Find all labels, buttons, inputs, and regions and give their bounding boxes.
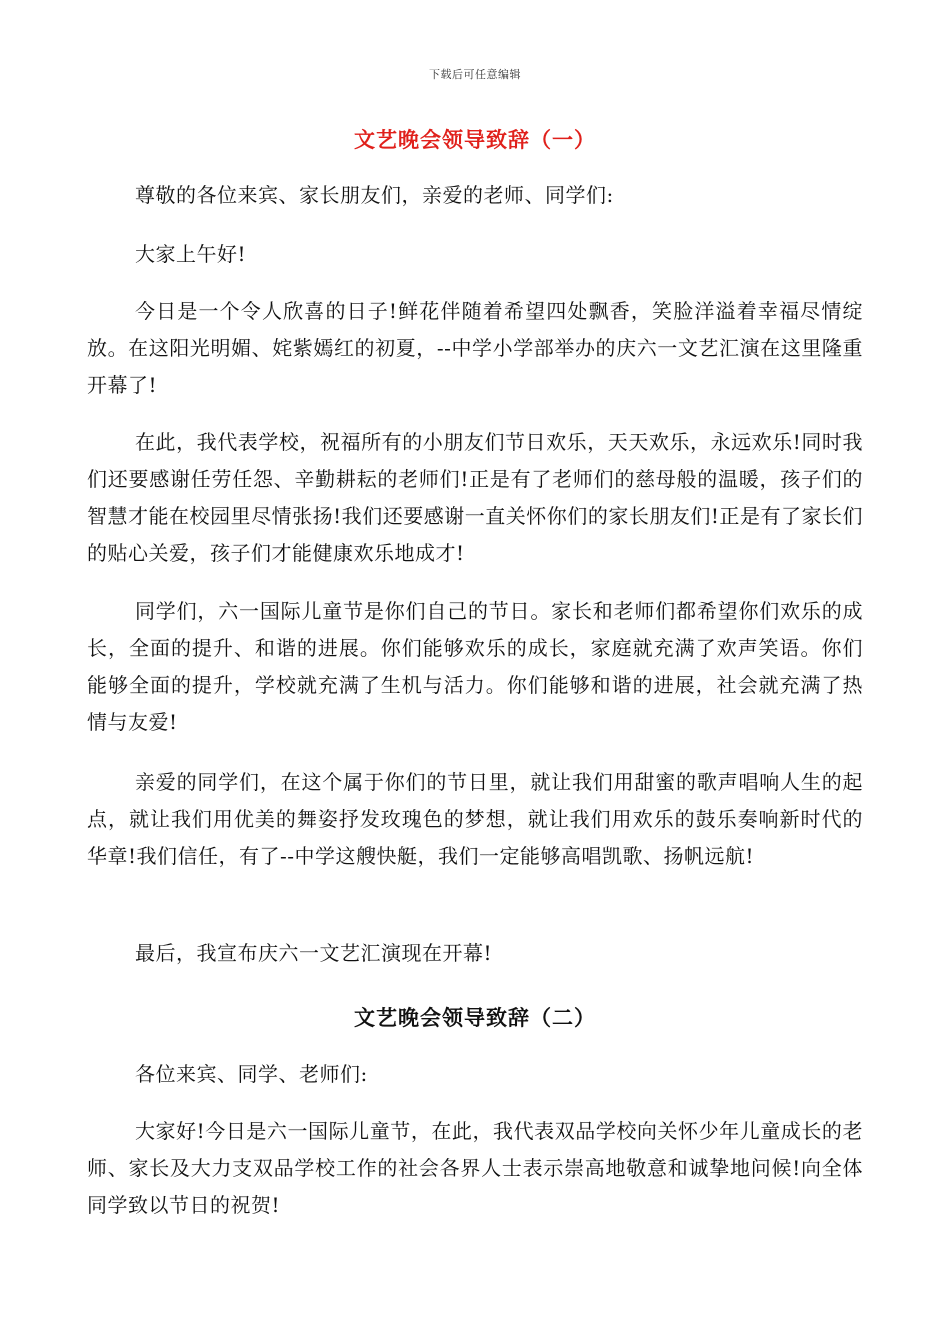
paragraph: 大家上午好! xyxy=(135,242,247,266)
paragraph: 今日是一个令人欣喜的日子!鲜花伴随着希望四处飘香，笑脸洋溢着幸福尽情绽放。在这阳光明媚、姹紫嫣红的初夏，--中学小学部举办的庆六一文艺汇演在这里隆重开幕了! xyxy=(87,299,863,397)
section-title-1: 文艺晚会领导致辞（一） xyxy=(354,127,596,152)
paragraph: 尊敬的各位来宾、家长朋友们，亲爱的老师、同学们: xyxy=(135,183,614,207)
paragraph: 各位来宾、同学、老师们: xyxy=(135,1062,368,1086)
header-note: 下载后可任意编辑 xyxy=(429,68,521,81)
paragraph: 亲爱的同学们，在这个属于你们的节日里，就让我们用甜蜜的歌声唱响人生的起点，就让我们用优美的舞姿抒发玫瑰色的梦想，就让我们用欢乐的鼓乐奏响新时代的华章!我们信任，有了--中学这艘快艇，我们一定能够高唱凯歌、扬帆远航! xyxy=(87,770,863,868)
section-title-2: 文艺晚会领导致辞（二） xyxy=(354,1005,596,1030)
paragraph: 最后，我宣布庆六一文艺汇演现在开幕! xyxy=(135,941,493,965)
paragraph: 同学们，六一国际儿童节是你们自己的节日。家长和老师们都希望你们欢乐的成长，全面的提升、和谐的进展。你们能够欢乐的成长，家庭就充满了欢声笑语。你们能够全面的提升，学校就充满了生机与活力。你们能够和谐的进展，社会就充满了热情与友爱! xyxy=(87,599,863,734)
paragraph: 在此，我代表学校，祝福所有的小朋友们节日欢乐，天天欢乐，永远欢乐!同时我们还要感谢任劳任怨、辛勤耕耘的老师们!正是有了老师们的慈母般的温暖，孩子们的智慧才能在校园里尽情张扬!我们还要感谢一直关怀你们的家长朋友们!正是有了家长们的贴心关爱，孩子们才能健康欢乐地成才! xyxy=(87,430,863,565)
paragraph: 大家好!今日是六一国际儿童节，在此，我代表双品学校向关怀少年儿童成长的老师、家长及大力支双品学校工作的社会各界人士表示崇高地敬意和诚挚地问候!向全体同学致以节日的祝贺! xyxy=(87,1119,863,1217)
